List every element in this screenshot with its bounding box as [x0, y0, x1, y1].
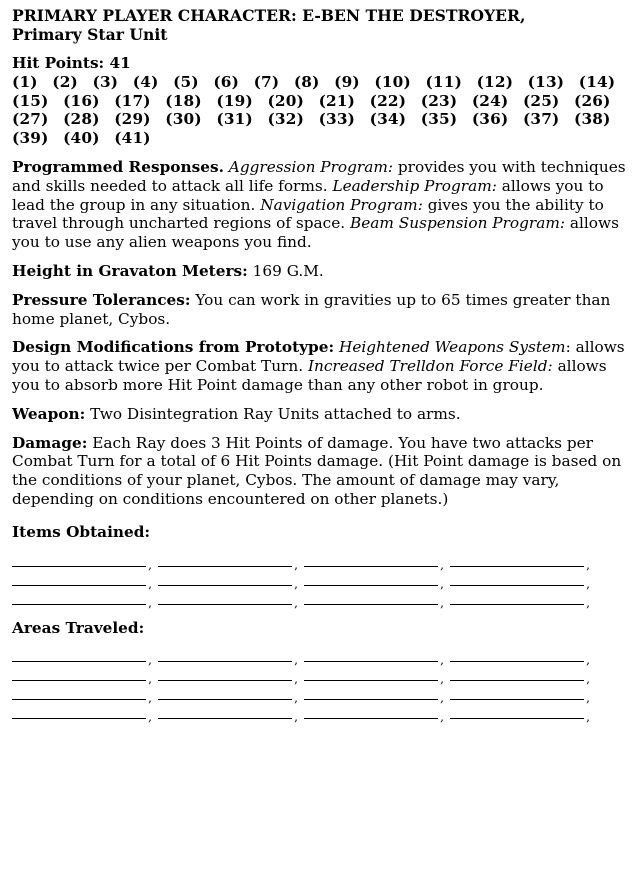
hit-point-box[interactable]: (26)	[574, 91, 611, 110]
hit-point-box[interactable]: (25)	[522, 91, 560, 110]
areas-traveled-row	[12, 700, 631, 725]
hit-point-box[interactable]: (15)	[12, 91, 49, 110]
items-obtained-blank[interactable]	[158, 576, 298, 591]
programmed-responses	[12, 158, 631, 252]
items-obtained-blank[interactable]	[450, 576, 590, 591]
separator-comma: ,	[440, 576, 444, 591]
hit-point-box[interactable]: (5)	[173, 72, 199, 91]
hit-point-box[interactable]: (9)	[334, 72, 360, 91]
hit-point-box[interactable]: (16)	[63, 91, 100, 110]
areas-traveled-row	[12, 643, 631, 668]
hit-point-box[interactable]: (21)	[318, 91, 356, 110]
separator-comma: ,	[586, 557, 590, 572]
areas-traveled-blank[interactable]	[158, 710, 298, 725]
separator-comma: ,	[440, 672, 444, 687]
areas-traveled-blank[interactable]	[12, 672, 152, 687]
items-obtained-row	[12, 548, 631, 572]
separator-comma: ,	[148, 672, 152, 687]
hit-point-box[interactable]: (20)	[267, 91, 305, 110]
weapon-line	[12, 405, 631, 424]
navigation-program-name: Navigation Program:	[260, 195, 423, 214]
design-modifications	[12, 338, 631, 394]
beam-program-name: Beam Suspension Program:	[349, 214, 566, 233]
separator-comma: ,	[440, 710, 444, 725]
hit-point-box[interactable]: (36)	[471, 110, 509, 129]
hit-point-box[interactable]: (18)	[165, 91, 202, 110]
hit-point-box[interactable]: (28)	[63, 110, 100, 129]
hit-point-box[interactable]: (1)	[12, 72, 38, 91]
height-label: Height in Gravaton Meters:	[12, 261, 248, 280]
hit-point-box[interactable]: (14)	[578, 72, 616, 91]
hit-point-box[interactable]: (3)	[92, 72, 119, 91]
items-obtained-blank[interactable]	[304, 557, 444, 572]
areas-traveled-blank[interactable]	[12, 710, 152, 725]
separator-comma: ,	[294, 691, 298, 706]
hit-point-box[interactable]: (30)	[165, 110, 202, 129]
separator-comma: ,	[586, 672, 590, 687]
damage-label: Damage:	[12, 433, 88, 452]
hit-point-box[interactable]: (11)	[425, 72, 463, 91]
hit-point-box[interactable]: (31)	[216, 110, 253, 129]
hit-point-box[interactable]: (39)	[12, 129, 49, 148]
areas-traveled-blank[interactable]	[158, 653, 298, 668]
areas-traveled-row	[12, 681, 631, 706]
pressure-label: Pressure Tolerances:	[12, 290, 191, 309]
aggression-program-text: provides you with techniques and skills needed to attack all life forms.	[12, 157, 626, 195]
areas-traveled-blank[interactable]	[450, 672, 590, 687]
pressure-tolerances	[12, 291, 631, 329]
areas-traveled-blank[interactable]	[304, 672, 444, 687]
hit-point-box[interactable]: (6)	[213, 72, 240, 91]
items-obtained-blank[interactable]	[12, 576, 152, 591]
height-line	[12, 262, 631, 281]
hit-point-box[interactable]: (37)	[522, 110, 560, 129]
areas-traveled-blank[interactable]	[450, 691, 590, 706]
separator-comma: ,	[294, 672, 298, 687]
separator-comma: ,	[586, 710, 590, 725]
hit-point-box[interactable]: (23)	[420, 91, 458, 110]
items-obtained-row	[12, 586, 631, 610]
hit-points-label: Hit Points: 41	[12, 54, 131, 72]
items-obtained-blank[interactable]	[450, 557, 590, 572]
hit-point-box[interactable]: (19)	[216, 91, 253, 110]
hit-point-box[interactable]: (38)	[574, 110, 611, 129]
hit-points-section	[12, 54, 631, 148]
items-obtained-label: Items Obtained:	[12, 522, 151, 541]
title-line-2: Primary Star Unit	[12, 25, 168, 44]
hit-point-box[interactable]: (17)	[114, 91, 151, 110]
hit-point-box[interactable]: (41)	[114, 129, 151, 148]
hit-point-box[interactable]: (33)	[318, 110, 356, 129]
hit-point-box[interactable]: (4)	[132, 72, 159, 91]
separator-comma: ,	[586, 653, 590, 668]
separator-comma: ,	[586, 691, 590, 706]
items-obtained-blank[interactable]	[304, 595, 444, 610]
hit-point-box[interactable]: (12)	[476, 72, 514, 91]
navigation-program-text: gives you the ability to travel through uncharted regions of space.	[12, 195, 604, 233]
hit-point-box[interactable]: (13)	[527, 72, 565, 91]
aggression-program-name: Aggression Program:	[228, 157, 394, 176]
weapons-system-text: : allows you to attack twice per Combat Turn.	[12, 338, 625, 376]
beam-program-text: allows you to use any alien weapons you find.	[12, 214, 619, 252]
separator-comma: ,	[148, 595, 152, 610]
areas-traveled-blank[interactable]	[12, 691, 152, 706]
areas-traveled-row	[12, 662, 631, 687]
areas-traveled-blank[interactable]	[158, 691, 298, 706]
hit-point-box[interactable]: (35)	[420, 110, 458, 129]
separator-comma: ,	[586, 576, 590, 591]
weapon-label: Weapon:	[12, 404, 86, 423]
items-obtained-blank[interactable]	[450, 595, 590, 610]
separator-comma: ,	[440, 653, 444, 668]
areas-traveled-blank[interactable]	[12, 653, 152, 668]
design-label: Design Modifications from Prototype:	[12, 338, 335, 357]
hit-point-box[interactable]: (2)	[52, 72, 78, 91]
leadership-program-text: allows you to lead the group in any situation.	[12, 176, 604, 214]
separator-comma: ,	[294, 710, 298, 725]
items-obtained-blank[interactable]	[304, 576, 444, 591]
separator-comma: ,	[440, 595, 444, 610]
separator-comma: ,	[440, 557, 444, 572]
separator-comma: ,	[148, 576, 152, 591]
items-obtained-blank[interactable]	[12, 595, 152, 610]
areas-traveled-blank[interactable]	[450, 653, 590, 668]
hit-point-box[interactable]: (29)	[114, 110, 151, 129]
separator-comma: ,	[148, 653, 152, 668]
hit-point-boxes	[12, 73, 631, 148]
hit-point-box[interactable]: (7)	[253, 72, 280, 91]
separator-comma: ,	[294, 576, 298, 591]
areas-traveled-blank[interactable]	[304, 653, 444, 668]
separator-comma: ,	[586, 595, 590, 610]
hit-point-box[interactable]: (22)	[369, 91, 407, 110]
force-field-text: allows you to absorb more Hit Point damage than any other robot in group.	[12, 357, 607, 394]
force-field-name: Increased Trelldon Force Field:	[307, 357, 553, 376]
hit-point-box[interactable]: (27)	[12, 110, 49, 129]
areas-traveled-lines	[12, 643, 631, 725]
items-obtained-row	[12, 567, 631, 591]
leadership-program-name: Leadership Program:	[332, 176, 497, 195]
hit-point-box[interactable]: (24)	[471, 91, 509, 110]
items-obtained-blank[interactable]	[12, 557, 152, 572]
areas-traveled-blank[interactable]	[304, 710, 444, 725]
items-obtained-lines	[12, 548, 631, 610]
damage-text: Each Ray does 3 Hit Points of damage. You have two attacks per Combat Turn for a total of 6 Hit Points damage. (Hit Point damage is based on the conditions of your planet, Cybos. The amount of damage may vary, depending on conditions encountered on other planets.)	[12, 433, 622, 508]
title-line-1: PRIMARY PLAYER CHARACTER: E-BEN THE DESTROYER,	[12, 6, 526, 25]
weapon-text: Two Disintegration Ray Units attached to arms.	[85, 404, 461, 423]
separator-comma: ,	[294, 653, 298, 668]
damage-section	[12, 434, 631, 509]
hit-point-box[interactable]: (40)	[63, 129, 100, 148]
separator-comma: ,	[148, 710, 152, 725]
height-value: 169 G.M.	[247, 261, 324, 280]
weapons-system-name: Heightened Weapons System	[338, 338, 566, 357]
items-obtained-blank[interactable]	[158, 557, 298, 572]
separator-comma: ,	[440, 691, 444, 706]
sheet-title	[12, 6, 631, 44]
pressure-text: You can work in gravities up to 65 times greater than home planet, Cybos.	[12, 290, 611, 328]
hit-point-box[interactable]: (34)	[369, 110, 407, 129]
areas-traveled-blank[interactable]	[450, 710, 590, 725]
separator-comma: ,	[294, 557, 298, 572]
programmed-label: Programmed Responses.	[12, 157, 224, 176]
hit-point-box[interactable]: (8)	[293, 72, 320, 91]
areas-traveled-blank[interactable]	[304, 691, 444, 706]
areas-traveled-blank[interactable]	[158, 672, 298, 687]
separator-comma: ,	[148, 691, 152, 706]
separator-comma: ,	[294, 595, 298, 610]
separator-comma: ,	[148, 557, 152, 572]
hit-point-box[interactable]: (32)	[267, 110, 305, 129]
areas-traveled-label: Areas Traveled:	[12, 618, 145, 637]
items-obtained-blank[interactable]	[158, 595, 298, 610]
hit-point-box[interactable]: (10)	[374, 72, 411, 91]
